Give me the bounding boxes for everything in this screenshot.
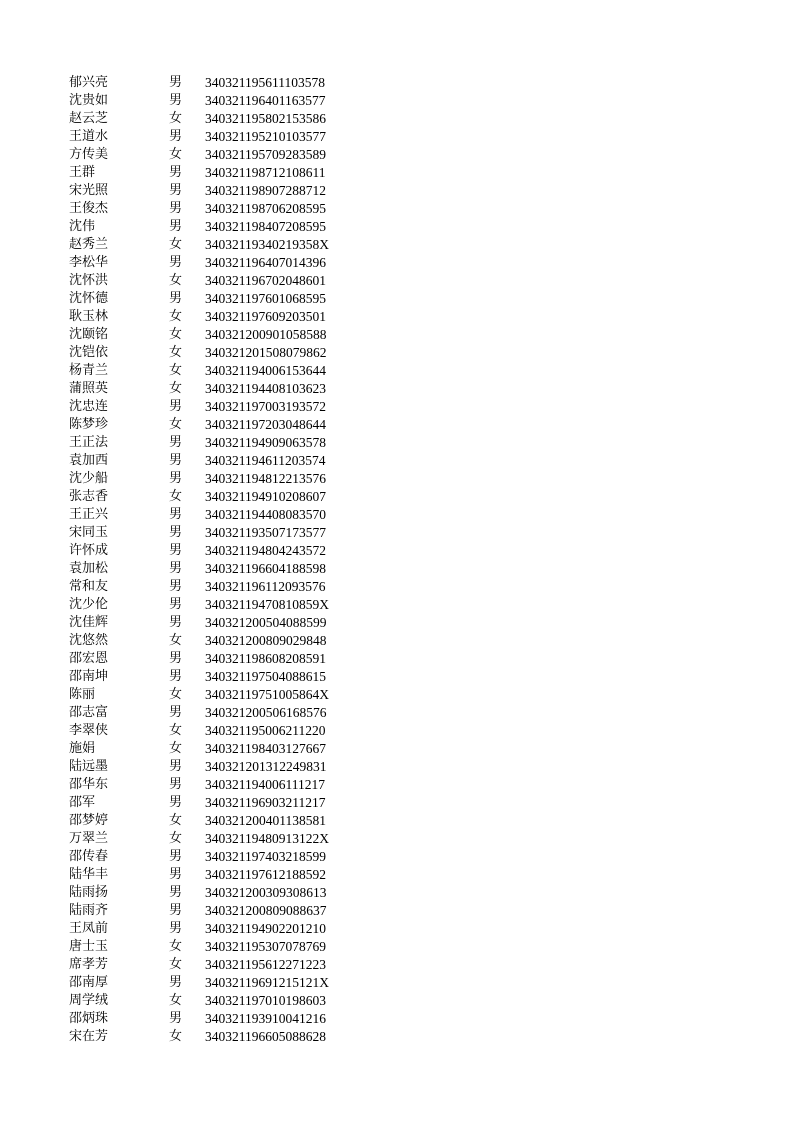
person-gender: 男 bbox=[169, 453, 183, 468]
person-gender: 女 bbox=[169, 939, 183, 954]
id-number: 340321195307078769 bbox=[205, 939, 326, 954]
list-item bbox=[0, 218, 793, 236]
person-gender: 男 bbox=[169, 291, 183, 306]
id-number: 340321197203048644 bbox=[205, 417, 326, 432]
person-gender: 男 bbox=[169, 615, 183, 630]
list-item bbox=[0, 362, 793, 380]
person-name: 王道水 bbox=[69, 129, 109, 144]
person-name: 邵传春 bbox=[69, 849, 109, 864]
id-number: 340321200504088599 bbox=[205, 615, 327, 630]
id-number: 340321200901058588 bbox=[205, 327, 327, 342]
list-item bbox=[0, 110, 793, 128]
list-item bbox=[0, 488, 793, 506]
person-gender: 男 bbox=[169, 885, 183, 900]
id-number: 340321200309308613 bbox=[205, 885, 327, 900]
person-name: 席孝芳 bbox=[69, 957, 109, 972]
id-number: 34032119470810859X bbox=[205, 597, 329, 612]
list-item bbox=[0, 956, 793, 974]
person-name: 袁加松 bbox=[69, 561, 109, 576]
list-item bbox=[0, 938, 793, 956]
id-number: 340321201312249831 bbox=[205, 759, 327, 774]
list-item bbox=[0, 236, 793, 254]
person-gender: 女 bbox=[169, 957, 183, 972]
id-number: 340321197504088615 bbox=[205, 669, 326, 684]
list-item bbox=[0, 758, 793, 776]
person-list bbox=[0, 74, 793, 1046]
person-gender: 女 bbox=[169, 345, 183, 360]
person-name: 袁加西 bbox=[69, 453, 109, 468]
person-name: 邵炳珠 bbox=[69, 1011, 109, 1026]
id-number: 340321196702048601 bbox=[205, 273, 326, 288]
person-gender: 女 bbox=[169, 381, 183, 396]
id-number: 340321194006153644 bbox=[205, 363, 326, 378]
id-number: 340321197601068595 bbox=[205, 291, 326, 306]
person-gender: 男 bbox=[169, 597, 183, 612]
person-name: 邵华东 bbox=[69, 777, 109, 792]
id-number: 340321193910041216 bbox=[205, 1011, 326, 1026]
id-number: 340321197010198603 bbox=[205, 993, 326, 1008]
list-item bbox=[0, 524, 793, 542]
person-gender: 男 bbox=[169, 507, 183, 522]
id-number: 340321196401163577 bbox=[205, 93, 326, 108]
id-number: 340321198706208595 bbox=[205, 201, 326, 216]
list-item bbox=[0, 434, 793, 452]
id-number: 340321194611203574 bbox=[205, 453, 326, 468]
id-number: 340321194812213576 bbox=[205, 471, 326, 486]
person-name: 陈梦珍 bbox=[69, 417, 109, 432]
list-item bbox=[0, 1028, 793, 1046]
list-item bbox=[0, 1010, 793, 1028]
person-gender: 女 bbox=[169, 327, 183, 342]
id-number: 340321195006211220 bbox=[205, 723, 326, 738]
id-number: 340321200506168576 bbox=[205, 705, 327, 720]
list-item bbox=[0, 308, 793, 326]
list-item bbox=[0, 794, 793, 812]
id-number: 340321198907288712 bbox=[205, 183, 326, 198]
list-item bbox=[0, 380, 793, 398]
person-gender: 男 bbox=[169, 201, 183, 216]
person-name: 沈忠连 bbox=[69, 399, 109, 414]
person-gender: 男 bbox=[169, 777, 183, 792]
list-item bbox=[0, 776, 793, 794]
person-name: 宋在芳 bbox=[69, 1029, 109, 1044]
person-name: 王正兴 bbox=[69, 507, 109, 522]
person-gender: 男 bbox=[169, 165, 183, 180]
list-item bbox=[0, 830, 793, 848]
person-gender: 男 bbox=[169, 759, 183, 774]
person-name: 王群 bbox=[69, 165, 96, 180]
person-gender: 男 bbox=[169, 435, 183, 450]
list-item bbox=[0, 920, 793, 938]
list-item bbox=[0, 182, 793, 200]
id-number: 340321195802153586 bbox=[205, 111, 326, 126]
list-item bbox=[0, 974, 793, 992]
id-number: 340321195612271223 bbox=[205, 957, 326, 972]
list-item bbox=[0, 452, 793, 470]
list-item bbox=[0, 668, 793, 686]
id-number: 340321194408083570 bbox=[205, 507, 326, 522]
person-gender: 男 bbox=[169, 651, 183, 666]
person-gender: 女 bbox=[169, 831, 183, 846]
list-item bbox=[0, 686, 793, 704]
list-item bbox=[0, 128, 793, 146]
list-item bbox=[0, 290, 793, 308]
id-number: 340321200809029848 bbox=[205, 633, 327, 648]
list-item bbox=[0, 632, 793, 650]
person-gender: 男 bbox=[169, 705, 183, 720]
person-gender: 男 bbox=[169, 75, 183, 90]
list-item bbox=[0, 596, 793, 614]
person-name: 邵军 bbox=[69, 795, 96, 810]
person-gender: 男 bbox=[169, 669, 183, 684]
person-gender: 男 bbox=[169, 129, 183, 144]
person-gender: 男 bbox=[169, 579, 183, 594]
person-name: 王俊杰 bbox=[69, 201, 109, 216]
id-number: 340321197403218599 bbox=[205, 849, 326, 864]
person-gender: 女 bbox=[169, 147, 183, 162]
list-item bbox=[0, 722, 793, 740]
person-name: 宋光照 bbox=[69, 183, 109, 198]
list-item bbox=[0, 254, 793, 272]
list-item bbox=[0, 614, 793, 632]
person-gender: 男 bbox=[169, 1011, 183, 1026]
person-name: 沈少船 bbox=[69, 471, 109, 486]
person-name: 耿玉林 bbox=[69, 309, 109, 324]
person-name: 邵南坤 bbox=[69, 669, 109, 684]
person-gender: 女 bbox=[169, 687, 183, 702]
id-number: 340321197609203501 bbox=[205, 309, 326, 324]
person-gender: 男 bbox=[169, 795, 183, 810]
person-name: 沈伟 bbox=[69, 219, 96, 234]
id-number: 340321200401138581 bbox=[205, 813, 326, 828]
id-number: 340321195611103578 bbox=[205, 75, 325, 90]
person-gender: 男 bbox=[169, 471, 183, 486]
person-gender: 女 bbox=[169, 993, 183, 1008]
id-number: 340321200809088637 bbox=[205, 903, 327, 918]
id-number: 340321201508079862 bbox=[205, 345, 327, 360]
person-name: 陆雨齐 bbox=[69, 903, 109, 918]
person-name: 周学绒 bbox=[69, 993, 109, 1008]
person-gender: 男 bbox=[169, 921, 183, 936]
list-item bbox=[0, 146, 793, 164]
id-number: 340321197612188592 bbox=[205, 867, 326, 882]
list-item bbox=[0, 560, 793, 578]
list-item bbox=[0, 884, 793, 902]
list-item bbox=[0, 398, 793, 416]
person-name: 常和友 bbox=[69, 579, 109, 594]
list-item bbox=[0, 866, 793, 884]
person-name: 沈少伦 bbox=[69, 597, 109, 612]
person-name: 陈丽 bbox=[69, 687, 96, 702]
person-name: 沈怀德 bbox=[69, 291, 109, 306]
id-number: 34032119691215121X bbox=[205, 975, 329, 990]
person-name: 张志香 bbox=[69, 489, 109, 504]
person-name: 李翠侠 bbox=[69, 723, 109, 738]
person-name: 蒲照英 bbox=[69, 381, 109, 396]
list-item bbox=[0, 326, 793, 344]
person-name: 王正法 bbox=[69, 435, 109, 450]
id-number: 340321196112093576 bbox=[205, 579, 326, 594]
list-item bbox=[0, 200, 793, 218]
list-item bbox=[0, 416, 793, 434]
id-number: 340321198712108611 bbox=[205, 165, 326, 180]
list-item bbox=[0, 506, 793, 524]
id-number: 34032119480913122X bbox=[205, 831, 329, 846]
person-name: 杨青兰 bbox=[69, 363, 109, 378]
person-name: 沈颐铭 bbox=[69, 327, 109, 342]
list-item bbox=[0, 74, 793, 92]
id-number: 340321197003193572 bbox=[205, 399, 326, 414]
list-item bbox=[0, 740, 793, 758]
person-name: 李松华 bbox=[69, 255, 109, 270]
id-number: 340321196407014396 bbox=[205, 255, 326, 270]
person-gender: 男 bbox=[169, 525, 183, 540]
person-gender: 男 bbox=[169, 561, 183, 576]
person-name: 王凤前 bbox=[69, 921, 109, 936]
list-item bbox=[0, 470, 793, 488]
id-number: 340321193507173577 bbox=[205, 525, 326, 540]
person-gender: 男 bbox=[169, 255, 183, 270]
person-name: 邵宏恩 bbox=[69, 651, 109, 666]
id-number: 340321194804243572 bbox=[205, 543, 326, 558]
person-gender: 女 bbox=[169, 273, 183, 288]
person-name: 唐士玉 bbox=[69, 939, 109, 954]
list-item bbox=[0, 650, 793, 668]
list-item bbox=[0, 344, 793, 362]
person-gender: 女 bbox=[169, 633, 183, 648]
person-name: 沈怀洪 bbox=[69, 273, 109, 288]
person-name: 沈铠依 bbox=[69, 345, 109, 360]
list-item bbox=[0, 992, 793, 1010]
person-name: 万翠兰 bbox=[69, 831, 109, 846]
person-gender: 女 bbox=[169, 309, 183, 324]
person-name: 陆华丰 bbox=[69, 867, 109, 882]
person-name: 沈佳辉 bbox=[69, 615, 109, 630]
id-number: 340321196903211217 bbox=[205, 795, 326, 810]
person-name: 郁兴亮 bbox=[69, 75, 109, 90]
id-number: 340321198407208595 bbox=[205, 219, 326, 234]
id-number: 340321196605088628 bbox=[205, 1029, 326, 1044]
person-gender: 男 bbox=[169, 903, 183, 918]
person-gender: 女 bbox=[169, 111, 183, 126]
person-gender: 男 bbox=[169, 399, 183, 414]
person-name: 陆雨扬 bbox=[69, 885, 109, 900]
person-name: 施娟 bbox=[69, 741, 96, 756]
list-item bbox=[0, 902, 793, 920]
person-gender: 女 bbox=[169, 813, 183, 828]
id-number: 340321194910208607 bbox=[205, 489, 326, 504]
id-number: 340321198403127667 bbox=[205, 741, 326, 756]
person-gender: 女 bbox=[169, 417, 183, 432]
person-gender: 女 bbox=[169, 741, 183, 756]
person-gender: 男 bbox=[169, 543, 183, 558]
id-number: 340321194408103623 bbox=[205, 381, 326, 396]
list-item bbox=[0, 164, 793, 182]
person-name: 邵南厚 bbox=[69, 975, 109, 990]
list-item bbox=[0, 848, 793, 866]
person-gender: 女 bbox=[169, 237, 183, 252]
person-gender: 女 bbox=[169, 363, 183, 378]
list-item bbox=[0, 812, 793, 830]
id-number: 340321195709283589 bbox=[205, 147, 326, 162]
id-number: 340321194006111217 bbox=[205, 777, 325, 792]
person-name: 方传美 bbox=[69, 147, 109, 162]
person-gender: 女 bbox=[169, 723, 183, 738]
person-gender: 男 bbox=[169, 219, 183, 234]
id-number: 34032119751005864X bbox=[205, 687, 329, 702]
id-number: 340321198608208591 bbox=[205, 651, 326, 666]
person-name: 赵秀兰 bbox=[69, 237, 109, 252]
list-item bbox=[0, 578, 793, 596]
list-item bbox=[0, 704, 793, 722]
person-gender: 女 bbox=[169, 489, 183, 504]
person-gender: 男 bbox=[169, 975, 183, 990]
person-name: 邵志富 bbox=[69, 705, 109, 720]
person-gender: 女 bbox=[169, 1029, 183, 1044]
person-gender: 男 bbox=[169, 849, 183, 864]
person-gender: 男 bbox=[169, 93, 183, 108]
list-item bbox=[0, 542, 793, 560]
id-number: 340321194909063578 bbox=[205, 435, 326, 450]
id-number: 340321195210103577 bbox=[205, 129, 326, 144]
person-name: 邵梦婷 bbox=[69, 813, 109, 828]
list-item bbox=[0, 272, 793, 290]
person-name: 赵云芝 bbox=[69, 111, 109, 126]
id-number: 340321194902201210 bbox=[205, 921, 326, 936]
list-item bbox=[0, 92, 793, 110]
id-number: 340321196604188598 bbox=[205, 561, 326, 576]
person-name: 沈悠然 bbox=[69, 633, 109, 648]
person-gender: 男 bbox=[169, 867, 183, 882]
person-name: 沈贵如 bbox=[69, 93, 109, 108]
person-name: 陆远墨 bbox=[69, 759, 109, 774]
id-number: 34032119340219358X bbox=[205, 237, 329, 252]
person-name: 宋同玉 bbox=[69, 525, 109, 540]
person-gender: 男 bbox=[169, 183, 183, 198]
person-name: 许怀成 bbox=[69, 543, 109, 558]
